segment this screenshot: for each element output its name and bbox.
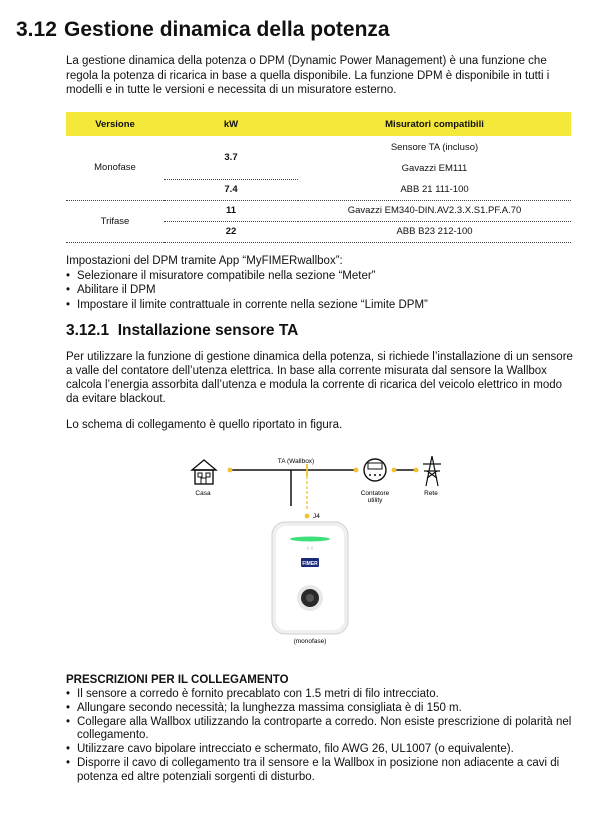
rete-label: Rete xyxy=(424,490,438,497)
version-monofase: Monofase xyxy=(94,162,136,174)
intro-paragraph: La gestione dinamica della potenza o DPM (Dynamic Power Management) è una funzione che regola la potenza di ricarica in base a quella disponibile. La funzione DPM è disponibile in tutti i modelli e in tutte le versioni e necessita di un misuratore esterno. xyxy=(66,55,550,96)
meter-cell: Gavazzi EM340-DIN.AV2.3.X.S1.PF.A.70 xyxy=(298,200,571,221)
list-item: • Selezionare il misuratore compatibile nella sezione “Meter” xyxy=(66,269,576,284)
j4-label: J4 xyxy=(313,513,320,520)
list-item: • Impostare il limite contrattuale in corrente nella sezione “Limite DPM” xyxy=(66,298,576,313)
compatibility-table xyxy=(66,112,571,243)
utility-label: utility xyxy=(367,497,383,504)
casa-label: Casa xyxy=(195,490,211,497)
dpm-setup-intro: Impostazioni del DPM tramite App “MyFIMERwallbox”: xyxy=(66,255,343,267)
connection-diagram xyxy=(180,448,450,648)
list-item: • Disporre il cavo di collegamento tra il sensore e la Wallbox in posizione non adiacente a cavi di potenza ed altre potenziali sorgenti di disturbo. xyxy=(66,757,576,785)
meter-icon xyxy=(364,459,386,481)
kw-cell: 3.7 xyxy=(164,136,298,179)
fimer-logo: FIMER xyxy=(302,561,318,567)
ta-label: TA (Wallbox) xyxy=(277,458,315,465)
header-kw: kW xyxy=(164,112,298,136)
meter-cell: ABB B23 212-100 xyxy=(396,226,473,237)
list-item: • Utilizzare cavo bipolare intrecciato e schermato, filo AWG 26, UL1007 (o equivalente). xyxy=(66,743,576,757)
meter-cell: Gavazzi EM111 xyxy=(401,163,468,174)
requirements-title: PRESCRIZIONI PER IL COLLEGAMENTO xyxy=(66,674,289,686)
subsection-number: 3.12.1 xyxy=(66,322,110,339)
list-item: • Abilitare il DPM xyxy=(66,283,576,298)
subsection-heading xyxy=(66,322,298,340)
kw-cell: 22 xyxy=(225,226,237,237)
kw-cell: 7.4 xyxy=(224,184,238,195)
header-versione: Versione xyxy=(66,112,164,136)
version-trifase: Trifase xyxy=(66,200,164,242)
subsection-title: Installazione sensore TA xyxy=(117,322,299,339)
pylon-icon xyxy=(423,456,441,486)
svg-text:((·)): ((·)) xyxy=(306,545,314,550)
list-item: • Allungare secondo necessità; la lunghezza massima consigliata è di 150 m. xyxy=(66,702,576,716)
house-icon xyxy=(192,460,216,484)
schema-paragraph: Lo schema di collegamento è quello riportato in figura. xyxy=(66,419,343,431)
monofase-caption: (monofase) xyxy=(293,638,327,645)
contatore-label: Contatore xyxy=(360,490,390,497)
list-item: • Il sensore a corredo è fornito precablato con 1.5 metri di filo intrecciato. xyxy=(66,688,576,702)
table-header-row xyxy=(66,112,571,136)
table-row xyxy=(66,136,571,158)
section-heading xyxy=(16,18,390,42)
section-title: Gestione dinamica della potenza xyxy=(64,18,390,41)
kw-cell: 11 xyxy=(164,200,298,221)
dpm-setup-list xyxy=(66,269,576,313)
requirements-block xyxy=(66,688,576,785)
dpm-setup xyxy=(66,254,576,312)
section-number: 3.12 xyxy=(16,18,57,41)
meter-cell: Sensore TA (incluso) xyxy=(390,141,479,153)
table-row xyxy=(66,200,571,221)
subsection-paragraph: Per utilizzare la funzione di gestione dinamica della potenza, si richiede l’installazione di un sensore a valle del contatore dell’utenza elettrica. In base alla corrente misurata dal sensore la Wallbox calcola l’energia assorbita dall’utenza e modula la corrente di ricarica del veicolo elettrico in modo da evitare blackout. xyxy=(66,351,573,405)
meter-cell: ABB 21 111-100 xyxy=(400,183,469,195)
requirements-list xyxy=(66,688,576,785)
list-item: • Collegare alla Wallbox utilizzando la controparte a corredo. Non esiste prescrizione di polarità nel collegamento. xyxy=(66,716,576,744)
header-misuratori: Misuratori compatibili xyxy=(298,112,571,136)
wallbox-icon xyxy=(272,522,348,634)
